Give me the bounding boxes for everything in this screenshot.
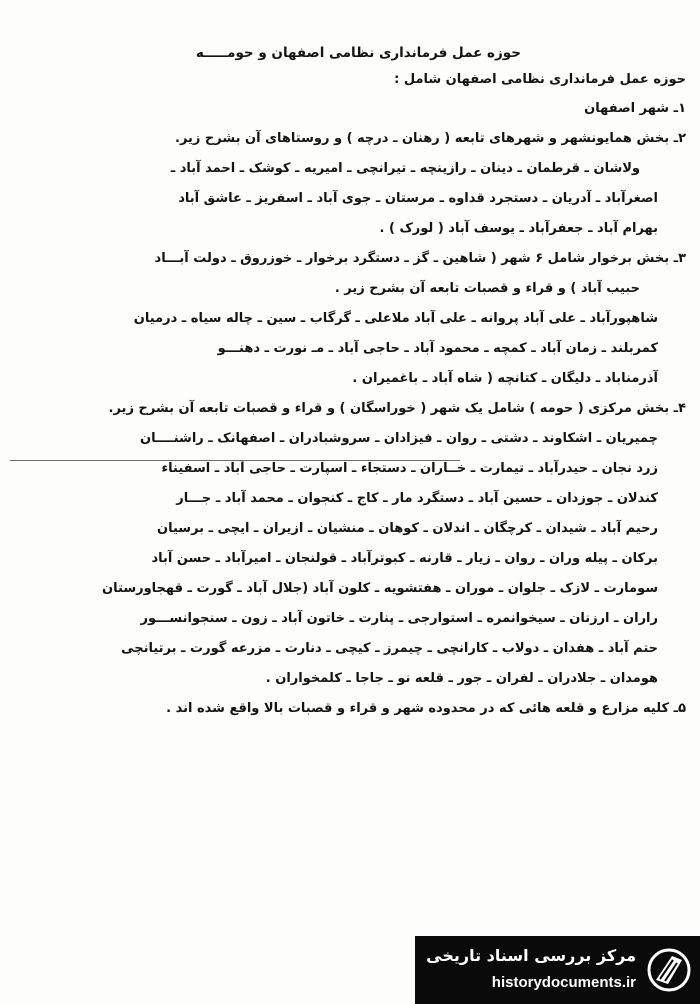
item-4-villages-line: حتم آباد ـ هفدان ـ دولاب ـ کارانچی ـ چیمرز ـ کیچی ـ دنارت ـ مزرعه گورت ـ برتیانچی — [121, 641, 658, 656]
item-3-villages-line: شاهپورآباد ـ علی آباد پروانه ـ علی آباد ملاعلی ـ گرگاب ـ سین ـ چاله سیاه ـ درمیان — [133, 311, 658, 326]
item-4-villages-line: زرد نجان ـ حیدرآباد ـ تیمارت ـ خــاران ـ دستجاء ـ اسپارت ـ حاجی آباد ـ اسفیناء — [161, 461, 658, 476]
item-2-villages-line: بهرام آباد ـ جعفرآباد ـ یوسف آباد ( لورک ) . — [379, 221, 658, 236]
item-5-line: ۵ـ کلیه مزارع و قلعه هائی که در محدوده شهر و قراء و قصبات بالا واقع شده اند . — [166, 701, 686, 716]
item-3-villages-line: آذرمناباد ـ دلیگان ـ کتانچه ( شاه آباد ـ باغمیران . — [352, 371, 658, 386]
item-4-villages-line: برکان ـ پیله وران ـ روان ـ زیار ـ قارنه ـ کبوترآباد ـ قولنجان ـ امیرآباد ـ حسن آباد — [151, 551, 658, 566]
item-2-heading: ۲ـ بخش همایونشهر و شهرهای تابعه ( رهنان ـ درچه ) و روستاهای آن بشرح زیر. — [175, 131, 686, 146]
item-3-heading: ۳ـ بخش برخوار شامل ۶ شهر ( شاهین ـ گز ـ دستگرد برخوار ـ خوزروق ـ دولت آبـــاد — [154, 251, 686, 266]
item-3-villages-line: کمربلند ـ زمان آباد ـ کمچه ـ محمود آباد ـ حاجی آباد ـ مـ نورت ـ دهنـــو — [217, 341, 658, 356]
horizontal-rule — [10, 460, 460, 461]
archive-center-name: مرکز بررسی اسناد تاریخی — [426, 946, 636, 965]
document-body — [12, 40, 686, 724]
document-intro: حوزه عمل فرمانداری نظامی اصفهان شامل : — [394, 72, 686, 87]
item-2-villages-line: ولاشان ـ قرطمان ـ دینان ـ رازینچه ـ تیرانچی ـ امیریه ـ کوشک ـ احمد آباد ـ — [170, 161, 640, 176]
archive-website-url[interactable]: historydocuments.ir — [491, 974, 636, 991]
item-4-villages-line: سومارت ـ لازک ـ جلوان ـ موران ـ هفتشویه ـ کلون آباد (جلال آباد ـ گورت ـ قهجاورستان — [102, 581, 658, 596]
item-3-heading-continued: حبیب آباد ) و قراء و قصبات تابعه آن بشرح زیر . — [334, 281, 640, 296]
item-4-villages-line: هومدان ـ جلادران ـ لفران ـ جور ـ قلعه نو ـ جاجا ـ کلمخواران . — [265, 671, 658, 686]
item-4-heading: ۴ـ بخش مرکزی ( حومه ) شامل یک شهر ( خوراسگان ) و قراء و قصبات تابعه آن بشرح زیر. — [108, 401, 686, 416]
item-2-villages-line: اصغرآباد ـ آدریان ـ دستجرد قداوه ـ مرستان ـ جوی آباد ـ اسفریز ـ عاشق آباد — [178, 191, 658, 206]
item-4-villages-line: چمیریان ـ اشکاوند ـ دشتی ـ روان ـ فیزادان ـ سروشبادران ـ اصفهانک ـ راشنــــان — [139, 431, 658, 446]
document-title: حوزه عمل فرمانداری نظامی اصفهان و حومـــــه — [195, 45, 521, 61]
scroll-logo-icon — [646, 946, 692, 994]
item-4-villages-line: رحیم آباد ـ شیدان ـ کرچگان ـ اندلان ـ کوهان ـ منشیان ـ ازیران ـ ایچی ـ برسیان — [157, 521, 658, 536]
watermark-banner — [415, 936, 700, 1004]
item-4-villages-line: کندلان ـ جوزدان ـ حسین آباد ـ دستگرد مار ـ کاج ـ کنجوان ـ محمد آباد ـ جـــار — [176, 491, 658, 506]
item-1-line: ۱ـ شهر اصفهان — [584, 101, 686, 116]
item-4-villages-line: راران ـ ارزنان ـ سیخوانمره ـ استوارجی ـ پنارت ـ خاتون آباد ـ زون ـ سنجوانســـور — [140, 611, 658, 626]
